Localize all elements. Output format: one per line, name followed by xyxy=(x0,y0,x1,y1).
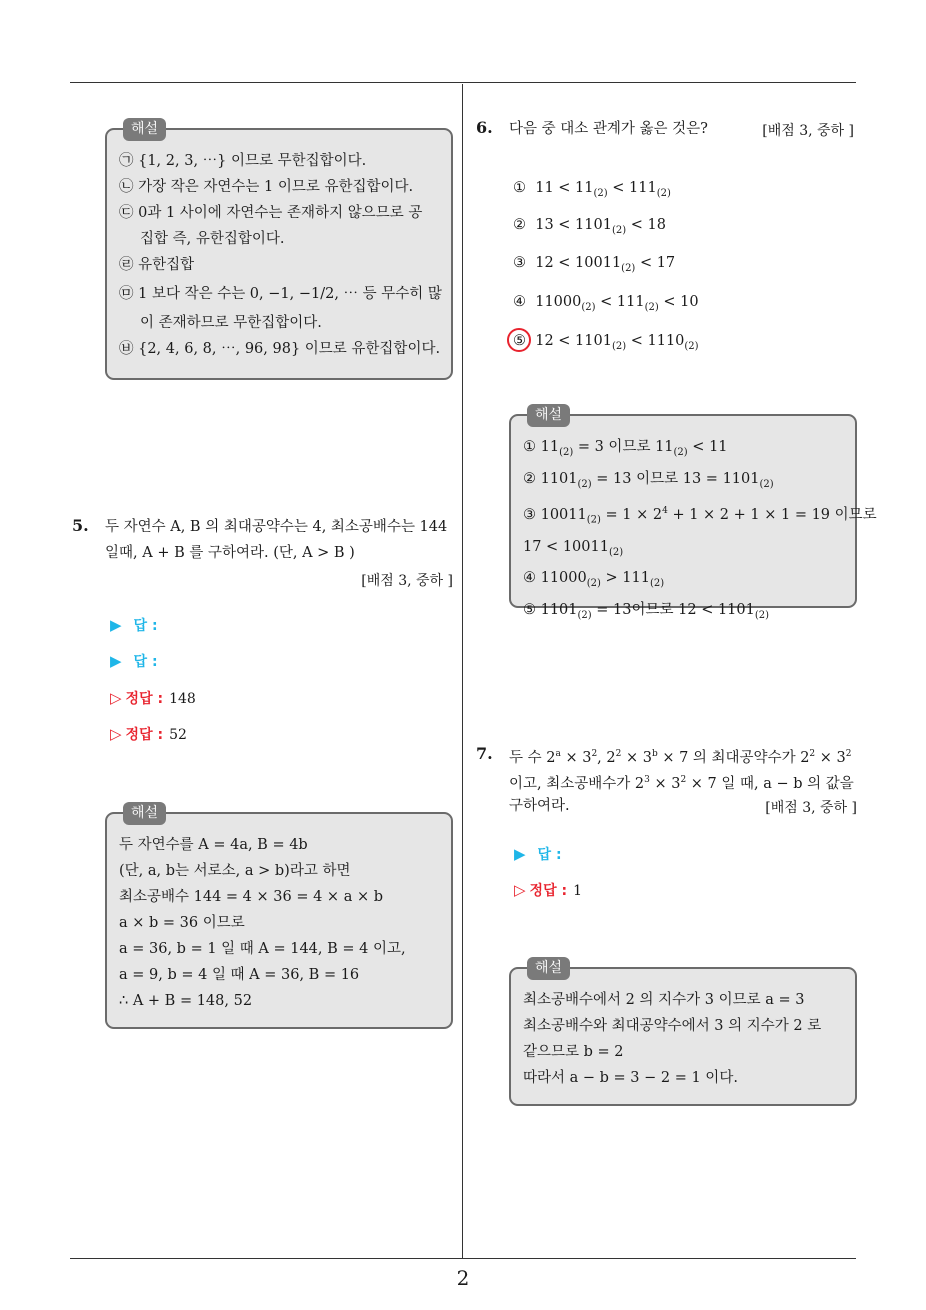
solution-line: ⑤ $1101_{(2)} = 13$이므로 $12 < 1101_{(2)}$ xyxy=(523,602,770,622)
choice-mark: ③ xyxy=(513,255,526,271)
correct-label: 정답 : xyxy=(125,727,164,743)
solution-line: (단, a, b는 서로소, a > b)라고 하면 xyxy=(119,863,351,879)
solution-line: 같으므로 b = 2 xyxy=(523,1044,624,1060)
page-number: 2 xyxy=(456,1266,470,1290)
question-score: [배점 3, 중하 ] xyxy=(361,573,453,589)
answer-label: 답 : xyxy=(133,654,158,670)
question-text: 이고, 최소공배수가 $2^3 \times 3^2 \times 7$ 일 때, a − b 의 값을 xyxy=(509,775,854,792)
answer-label: 답 : xyxy=(537,847,562,863)
outline-triangle-icon: ▷ xyxy=(514,881,526,899)
solution-line: ④ $11000_{(2)} > 111_{(2)}$ xyxy=(523,570,665,590)
solution-line: 따라서 a − b = 3 − 2 = 1 이다. xyxy=(523,1070,738,1086)
solution-line: 집합 즉, 유한집합이다. xyxy=(140,231,285,247)
bottom-rule xyxy=(70,1258,856,1259)
correct-answer-value: 52 xyxy=(169,727,187,743)
outline-triangle-icon: ▷ xyxy=(110,725,122,743)
correct-answer-value: 148 xyxy=(169,691,196,707)
solution-line: a = 36, b = 1 일 때 A = 144, B = 4 이고, xyxy=(119,941,406,957)
solution-line: ㉡ 가장 작은 자연수는 1 이므로 유한집합이다. xyxy=(119,179,414,195)
answer-input-row[interactable] xyxy=(514,844,562,864)
question-number: 6. xyxy=(476,118,493,137)
choice-5[interactable]: ⑤ $12 < 1101_{(2)} < 1110_{(2)}$ xyxy=(513,333,699,352)
play-triangle-icon: ▶ xyxy=(514,845,526,863)
solution-line: ㉤ 1 보다 작은 수는 0, −1, −1/2, ⋯ 등 무수히 많 xyxy=(119,286,442,302)
question-text: 두 수 $2^a \times 3^2$, $2^2 \times 3^b \times 7$ 의 최대공약수가 $2^2 \times 3^2$ xyxy=(509,749,852,766)
correct-answer-row xyxy=(514,880,582,900)
solution-line: a × b = 36 이므로 xyxy=(119,915,245,931)
choice-4[interactable]: ④ $11000_{(2)} < 111_{(2)} < 10$ xyxy=(513,294,699,313)
play-triangle-icon: ▶ xyxy=(110,616,122,634)
solution-tab: 해설 xyxy=(527,957,570,980)
correct-answer-row xyxy=(110,724,187,744)
choice-mark: ② xyxy=(513,217,526,233)
play-triangle-icon: ▶ xyxy=(110,652,122,670)
solution-line: 두 자연수를 A = 4a, B = 4b xyxy=(119,837,308,853)
solution-line: ㉢ 0과 1 사이에 자연수는 존재하지 않으므로 공 xyxy=(119,205,423,221)
question-text: 일때, A + B 를 구하여라. (단, A > B ) xyxy=(105,545,355,561)
solution-line: ㉠ {1, 2, 3, ⋯} 이므로 무한집합이다. xyxy=(119,153,367,169)
question-text: 다음 중 대소 관계가 옳은 것은? xyxy=(509,121,708,137)
solution-line: a = 9, b = 4 일 때 A = 36, B = 16 xyxy=(119,967,360,983)
choice-mark: ① xyxy=(513,180,526,196)
question-number: 7. xyxy=(476,744,493,763)
solution-line: 최소공배수와 최대공약수에서 3 의 지수가 2 로 xyxy=(523,1018,822,1034)
solution-line: ① $11_{(2)} = 3$ 이므로 $11_{(2)} < 11$ xyxy=(523,439,728,458)
column-divider xyxy=(462,84,463,1259)
q4-solution-box xyxy=(105,121,453,380)
solution-line: ㉣ 유한집합 xyxy=(119,257,195,273)
solution-tab: 해설 xyxy=(123,802,166,825)
choice-3[interactable]: ③ $12 < 10011_{(2)} < 17$ xyxy=(513,255,676,274)
answer-input-row[interactable] xyxy=(110,615,158,635)
q6-solution-box xyxy=(509,407,877,622)
solution-line: 이 존재하므로 무한집합이다. xyxy=(140,315,322,331)
solution-line: ② $1101_{(2)} = 13$ 이므로 $13 = 1101_{(2)}$ xyxy=(523,470,774,490)
correct-label: 정답 : xyxy=(125,691,164,707)
answer-input-row[interactable] xyxy=(110,651,158,671)
solution-line: ∴ A + B = 148, 52 xyxy=(119,993,253,1009)
correct-answer-value: 1 xyxy=(573,883,582,899)
solution-line: ③ $10011_{(2)} = 1 \times 2^4 + 1 \times 2 + 1 \times 1 = 19$ 이므로 xyxy=(523,505,877,526)
question-text: 구하여라. xyxy=(509,798,570,814)
question-number: 5. xyxy=(72,516,89,535)
choice-2[interactable]: ② $13 < 1101_{(2)} < 18$ xyxy=(513,217,666,236)
choice-mark: ④ xyxy=(513,294,526,310)
question-score: [배점 3, 중하 ] xyxy=(762,123,854,139)
question-score: [배점 3, 중하 ] xyxy=(765,800,857,816)
solution-line: 최소공배수에서 2 의 지수가 3 이므로 a = 3 xyxy=(523,992,805,1008)
top-rule xyxy=(70,82,856,83)
correct-answer-row xyxy=(110,688,196,708)
solution-tab: 해설 xyxy=(527,404,570,427)
solution-line: 최소공배수 144 = 4 × 36 = 4 × a × b xyxy=(119,889,383,905)
question-text: 두 자연수 A, B 의 최대공약수는 4, 최소공배수는 144 xyxy=(105,519,448,535)
solution-tab: 해설 xyxy=(123,118,166,141)
outline-triangle-icon: ▷ xyxy=(110,689,122,707)
choice-1[interactable]: ① $11 < 11_{(2)} < 111_{(2)}$ xyxy=(513,180,671,199)
correct-label: 정답 : xyxy=(529,883,568,899)
solution-line: ㉥ {2, 4, 6, 8, ⋯, 96, 98} 이므로 유한집합이다. xyxy=(119,341,441,357)
solution-line: $17 < 10011_{(2)}$ xyxy=(523,538,624,558)
q7-solution-box xyxy=(509,960,857,1106)
q5-solution-box xyxy=(105,805,453,1029)
answer-label: 답 : xyxy=(133,618,158,634)
choice-mark: ⑤ xyxy=(513,333,526,349)
selection-circle-icon xyxy=(507,328,531,352)
